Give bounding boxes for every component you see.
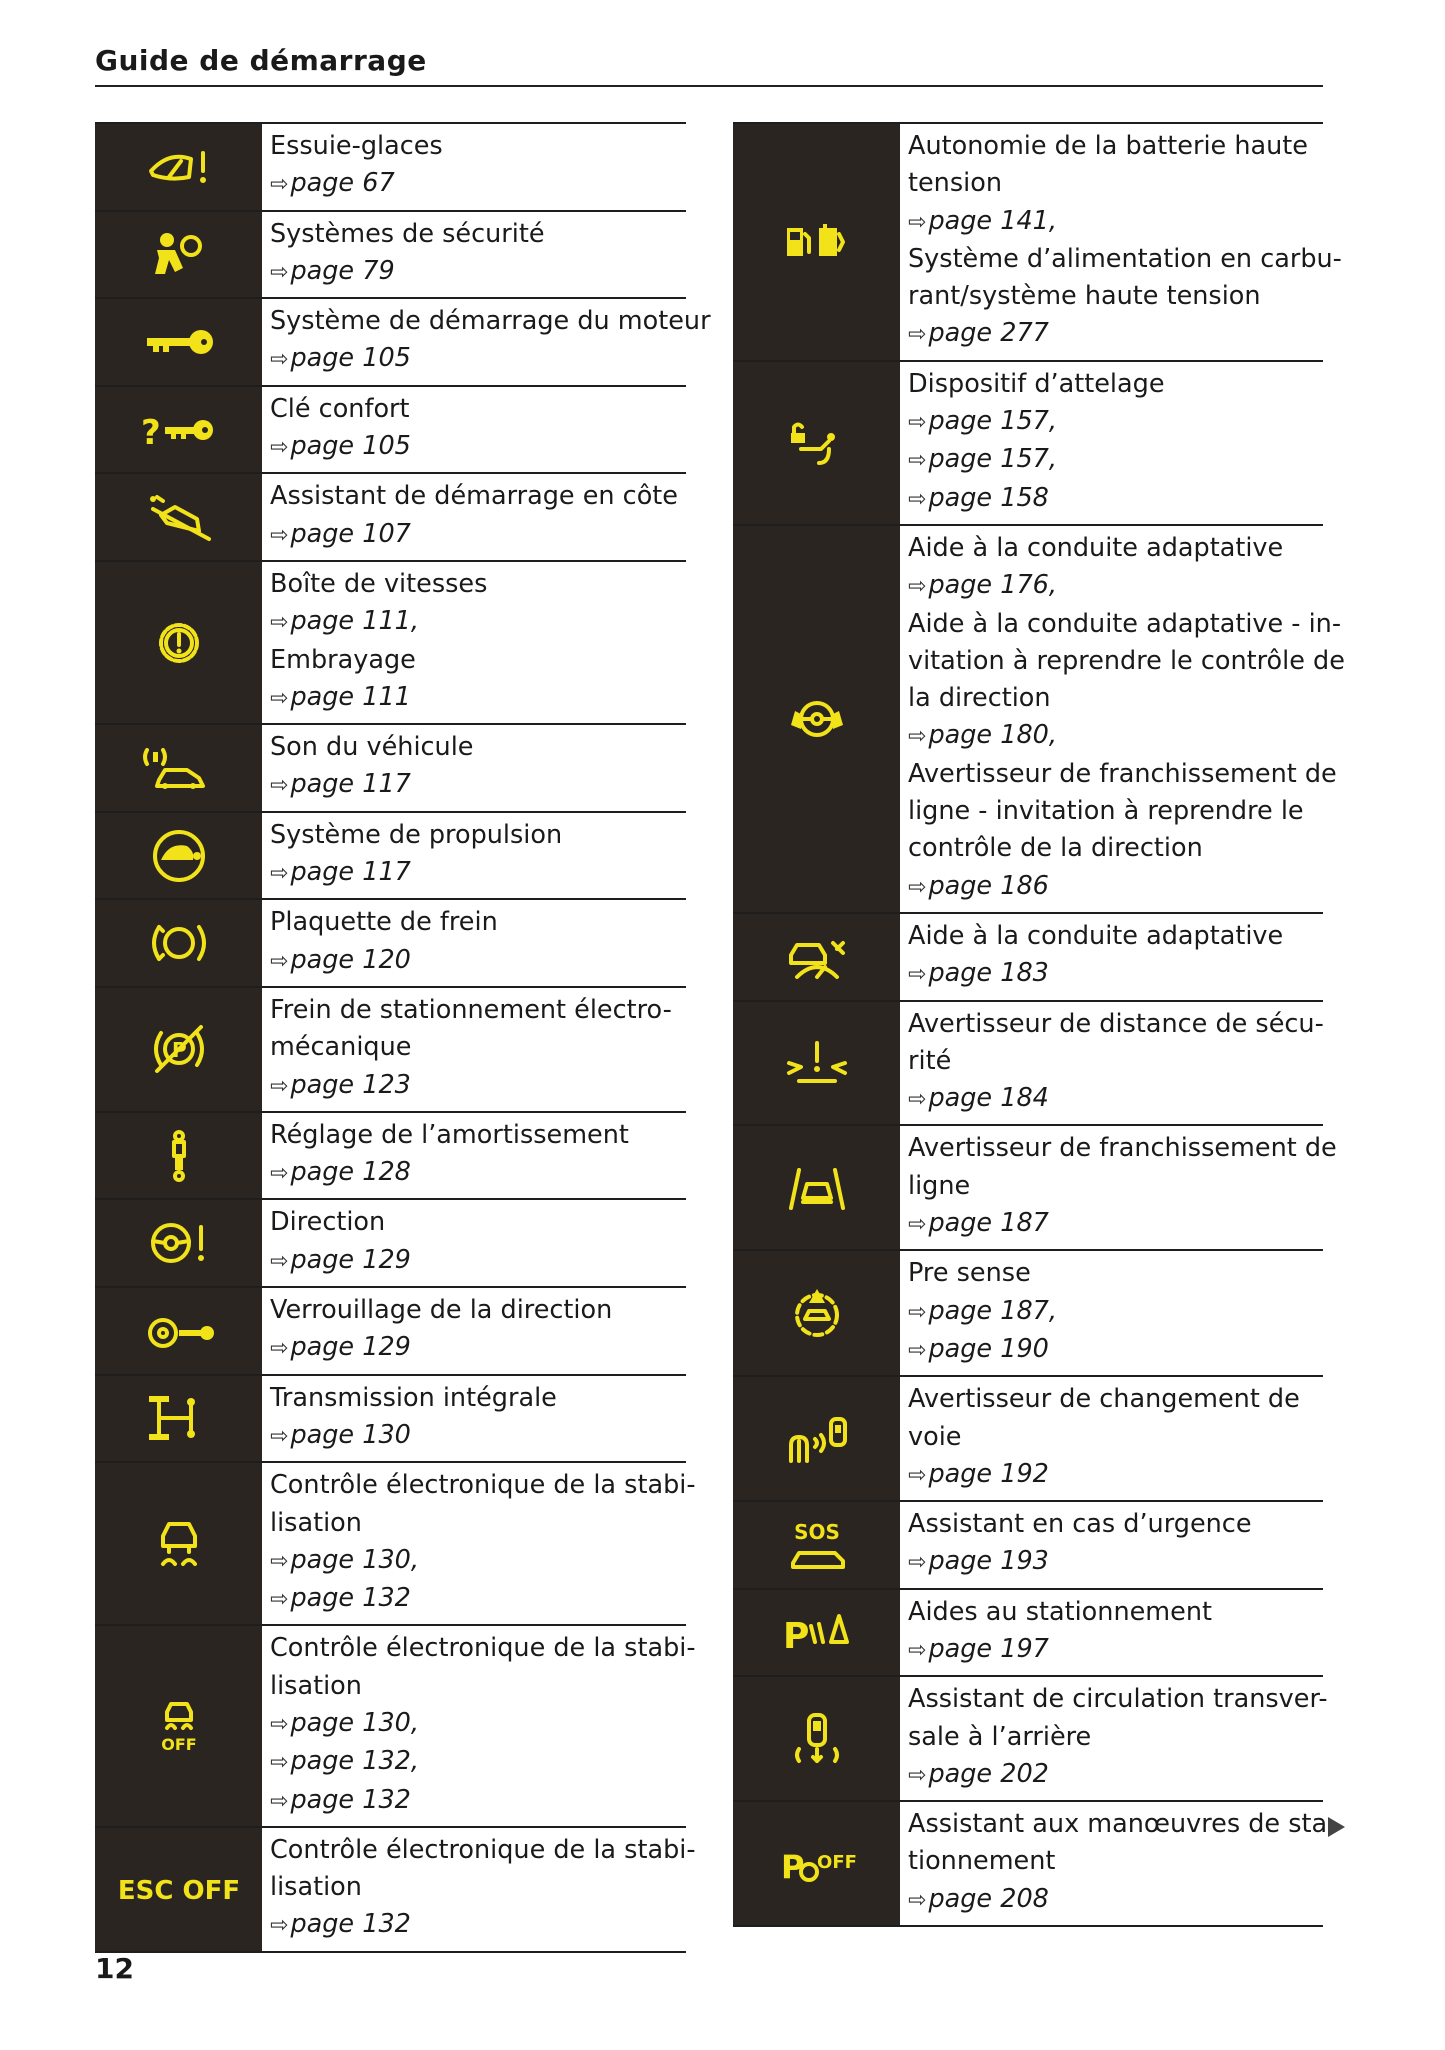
table-row <box>95 385 686 473</box>
pre-sense-icon <box>733 1251 900 1375</box>
page-ref-text: page 67 <box>290 168 395 199</box>
page-ref-text: page 187 <box>928 1208 1049 1239</box>
table-row <box>95 560 686 723</box>
arrow-right-icon: ⇨ <box>908 1337 927 1363</box>
page-reference-link[interactable] <box>270 766 686 804</box>
parking-brake-icon <box>95 988 262 1111</box>
entry-text <box>262 1626 696 1825</box>
arrow-right-icon: ⇨ <box>270 522 289 548</box>
entry-text <box>262 988 686 1111</box>
entry-title: Assistant aux manœuvres de sta- <box>908 1809 1337 1840</box>
tow-hitch-icon <box>733 362 900 524</box>
arrow-right-icon: ⇨ <box>270 1913 289 1939</box>
entry-title: Frein de stationnement électro- <box>270 994 672 1025</box>
entry-title: tension <box>908 168 1002 199</box>
table-row <box>95 1624 696 1825</box>
page-reference-link[interactable] <box>270 603 686 641</box>
page-ref-text: page 157, <box>928 406 1058 437</box>
page-ref-text: page 157, <box>928 444 1058 475</box>
table-row <box>733 360 1323 524</box>
entry-title: Verrouillage de la direction <box>270 1295 613 1326</box>
arrow-right-icon: ⇨ <box>908 448 927 474</box>
parking-aid-icon <box>733 1590 900 1676</box>
page-ref-text: page 183 <box>928 958 1049 989</box>
page-reference-link[interactable] <box>270 1906 696 1944</box>
page-ref-text: page 192 <box>928 1458 1049 1489</box>
entry-title: Systèmes de sécurité <box>270 218 545 249</box>
arrow-right-icon: ⇨ <box>908 574 927 600</box>
table-row <box>95 1461 696 1624</box>
entry-title: Avertisseur de franchissement de <box>908 1133 1337 1164</box>
esc-off-text-icon <box>95 1828 262 1951</box>
page-reference-link[interactable] <box>908 1080 1324 1118</box>
entry-subtitle: Embrayage <box>270 644 416 675</box>
entry-text <box>262 1288 686 1374</box>
table-row <box>95 1198 686 1286</box>
entry-text <box>900 1802 1336 1925</box>
page-reference-link[interactable] <box>908 1631 1323 1669</box>
brake-pad-icon <box>95 900 262 986</box>
entry-title: Contrôle électronique de la stabi- <box>270 1633 696 1664</box>
park-assist-off-icon <box>733 1802 900 1925</box>
page-ref-text: page 129 <box>290 1244 411 1275</box>
page-reference-link[interactable] <box>908 567 1345 605</box>
page-ref-text: page 128 <box>290 1157 411 1188</box>
table-row <box>733 1124 1337 1249</box>
page-reference-link[interactable] <box>908 441 1323 479</box>
page-reference-link[interactable] <box>270 1329 686 1367</box>
svg-text:OFF: OFF <box>160 1735 197 1755</box>
arrow-right-icon: ⇨ <box>908 1299 927 1325</box>
entry-text <box>262 1828 696 1951</box>
svg-text:OFF: OFF <box>816 1851 857 1873</box>
distance-warning-icon <box>733 1002 900 1125</box>
arrow-right-icon: ⇨ <box>908 1762 927 1788</box>
arrow-right-icon: ⇨ <box>270 172 289 198</box>
page-reference-link[interactable] <box>270 1542 696 1580</box>
arrow-right-icon: ⇨ <box>270 1248 289 1274</box>
lane-departure-icon <box>733 1126 900 1249</box>
page-ref-text: page 132 <box>290 1784 411 1815</box>
page-ref-text: page 277 <box>928 318 1049 349</box>
page-ref-text: page 130, <box>290 1707 420 1738</box>
steering-hands-icon <box>733 526 900 912</box>
sos-icon <box>733 1502 900 1588</box>
entry-subtitle: Avertisseur de franchissement de <box>908 758 1337 789</box>
entry-title: Essuie-glaces <box>270 131 443 161</box>
entry-title: sale à l’arrière <box>908 1721 1092 1752</box>
table-row <box>733 1000 1323 1125</box>
entry-title: Avertisseur de distance de sécu- <box>908 1008 1324 1039</box>
page-reference-link[interactable] <box>908 1331 1323 1369</box>
arrow-right-icon: ⇨ <box>270 1587 289 1613</box>
arrow-right-icon: ⇨ <box>908 322 927 348</box>
page-reference-link[interactable] <box>270 428 686 466</box>
entry-title: lisation <box>270 1670 362 1701</box>
entry-title: Clé confort <box>270 393 410 424</box>
entry-title: rité <box>908 1045 952 1076</box>
page-ref-text: page 117 <box>290 857 411 888</box>
page-reference-link[interactable] <box>270 253 686 291</box>
arrow-right-icon: ⇨ <box>908 1212 927 1238</box>
arrow-right-icon: ⇨ <box>908 1637 927 1663</box>
entry-title: tionnement <box>908 1846 1056 1877</box>
arrow-right-icon: ⇨ <box>270 1161 289 1187</box>
svg-text:P: P <box>782 1616 809 1658</box>
steering-warning-icon <box>95 1200 262 1286</box>
awd-icon <box>95 1376 262 1462</box>
entry-text <box>262 124 686 210</box>
page-ref-text: page 130 <box>290 1419 411 1450</box>
entry-subtitle: rant/système haute tension <box>908 281 1261 312</box>
page-reference-link[interactable] <box>908 1205 1337 1243</box>
page-reference-link[interactable] <box>908 203 1342 241</box>
table-row <box>733 1800 1337 1927</box>
page-reference-link[interactable] <box>270 1154 686 1192</box>
page-reference-link[interactable] <box>908 868 1345 906</box>
entry-title: Autonomie de la batterie haute <box>908 131 1308 161</box>
entry-title: Réglage de l’amortissement <box>270 1119 629 1150</box>
arrow-right-icon: ⇨ <box>270 1423 289 1449</box>
page-reference-link[interactable] <box>270 679 686 717</box>
entry-text <box>262 474 686 560</box>
svg-text:P: P <box>171 1038 187 1063</box>
page-ref-text: page 208 <box>928 1883 1049 1914</box>
arrow-right-icon: ⇨ <box>270 1711 289 1737</box>
page-reference-link[interactable] <box>908 1881 1336 1919</box>
entry-title: Contrôle électronique de la stabi- <box>270 1470 696 1501</box>
entry-title: Assistant de circulation transver- <box>908 1684 1328 1715</box>
entry-subtitle: vitation à reprendre le contrôle de <box>908 645 1345 676</box>
arrow-right-icon: ⇨ <box>908 1887 927 1913</box>
page-ref-text: page 184 <box>928 1083 1049 1114</box>
page-ref-text: page 190 <box>928 1333 1049 1364</box>
entry-text <box>900 526 1345 912</box>
page-number: 12 <box>95 1952 134 1985</box>
vehicle-sound-icon <box>95 725 262 811</box>
entry-text <box>900 1677 1328 1800</box>
page-reference-link[interactable] <box>270 340 711 378</box>
page-ref-text: page 132 <box>290 1583 411 1614</box>
entry-title: Système de démarrage du moteur <box>270 306 711 337</box>
page-ref-text: page 176, <box>928 570 1058 601</box>
esc-off-icon <box>95 1626 262 1825</box>
arrow-right-icon: ⇨ <box>270 1750 289 1776</box>
entry-text <box>262 1113 686 1199</box>
lane-change-icon <box>733 1377 900 1500</box>
airbag-icon <box>95 212 262 298</box>
entry-text <box>900 124 1342 360</box>
entry-text <box>262 1376 686 1462</box>
adaptive-cruise-icon <box>733 914 900 1000</box>
rear-cross-traffic-icon <box>733 1677 900 1800</box>
page-reference-link[interactable] <box>270 165 686 203</box>
page-reference-link[interactable] <box>270 1743 696 1781</box>
page-ref-text: page 79 <box>290 255 395 286</box>
arrow-right-icon: ⇨ <box>270 685 289 711</box>
page-reference-link[interactable] <box>908 955 1323 993</box>
arrow-right-icon: ⇨ <box>270 259 289 285</box>
arrow-right-icon: ⇨ <box>270 610 289 636</box>
arrow-right-icon: ⇨ <box>908 410 927 436</box>
svg-text:ESC OFF: ESC OFF <box>117 1876 240 1907</box>
esc-icon <box>95 1463 262 1624</box>
entry-text <box>900 1251 1323 1375</box>
entry-text <box>262 1200 686 1286</box>
steering-lock-icon <box>95 1288 262 1374</box>
entry-title: Son du véhicule <box>270 732 474 763</box>
entry-title: Assistant en cas d’urgence <box>908 1509 1252 1540</box>
table-row <box>95 811 686 899</box>
key-icon <box>95 299 262 385</box>
entry-text <box>900 1590 1323 1676</box>
page-ref-text: page 180, <box>928 720 1058 751</box>
page-reference-link[interactable] <box>270 1705 696 1743</box>
page-reference-link[interactable] <box>270 854 686 892</box>
page-reference-link[interactable] <box>908 1293 1323 1331</box>
arrow-right-icon: ⇨ <box>908 486 927 512</box>
page-reference-link[interactable] <box>908 315 1342 353</box>
wiper-warning-icon <box>95 124 262 210</box>
entry-title: lisation <box>270 1507 362 1538</box>
entry-subtitle: la direction <box>908 683 1051 714</box>
page-ref-text: page 129 <box>290 1332 411 1363</box>
entry-title: Avertisseur de changement de <box>908 1384 1300 1415</box>
table-row <box>95 122 686 210</box>
page-ref-text: page 187, <box>928 1295 1058 1326</box>
gear-warning-icon <box>95 562 262 723</box>
entry-subtitle: contrôle de la direction <box>908 833 1203 864</box>
page-reference-link[interactable] <box>270 1242 686 1280</box>
header-divider <box>95 85 1323 87</box>
page-reference-link[interactable] <box>270 1580 696 1618</box>
page-ref-text: page 141, <box>928 205 1058 236</box>
page-ref-text: page 193 <box>928 1546 1049 1577</box>
entry-title: Système de propulsion <box>270 819 563 850</box>
entry-title: voie <box>908 1421 962 1452</box>
entry-text <box>262 900 686 986</box>
table-row <box>733 1249 1323 1375</box>
table-row <box>95 472 686 560</box>
entry-title: Plaquette de frein <box>270 907 498 938</box>
page-ref-text: page 107 <box>290 518 411 549</box>
page-reference-link[interactable] <box>270 1782 696 1820</box>
entry-title: mécanique <box>270 1032 412 1063</box>
page-reference-link[interactable] <box>908 1756 1328 1794</box>
arrow-right-icon: ⇨ <box>908 962 927 988</box>
left-column <box>95 122 711 1953</box>
entry-title: lisation <box>270 1872 362 1903</box>
entry-text <box>262 299 711 385</box>
entry-title: ligne <box>908 1170 971 1201</box>
entry-text <box>900 1502 1323 1588</box>
page-ref-text: page 132 <box>290 1909 411 1940</box>
table-row <box>95 210 686 298</box>
page-ref-text: page 186 <box>928 870 1049 901</box>
arrow-right-icon: ⇨ <box>270 347 289 373</box>
page-ref-text: page 105 <box>290 343 411 374</box>
arrow-right-icon: ⇨ <box>270 1073 289 1099</box>
page-ref-text: page 117 <box>290 769 411 800</box>
arrow-right-icon: ⇨ <box>270 861 289 887</box>
page-reference-link[interactable] <box>908 717 1345 755</box>
page-reference-link[interactable] <box>908 403 1323 441</box>
page-reference-link[interactable] <box>270 1067 686 1105</box>
entry-text <box>262 212 686 298</box>
arrow-right-icon: ⇨ <box>908 1550 927 1576</box>
table-row <box>95 898 686 986</box>
next-page-arrow-icon <box>1328 1817 1345 1837</box>
entry-title: Aides au stationnement <box>908 1596 1212 1627</box>
table-row <box>733 1588 1323 1676</box>
arrow-right-icon: ⇨ <box>270 1788 289 1814</box>
table-row <box>95 723 686 811</box>
entry-text <box>262 387 686 473</box>
arrow-right-icon: ⇨ <box>270 773 289 799</box>
table-row <box>733 1675 1328 1800</box>
entry-title: Dispositif d’attelage <box>908 368 1165 399</box>
arrow-right-icon: ⇨ <box>908 1087 927 1113</box>
fuel-battery-icon <box>733 124 900 360</box>
entry-title: Contrôle électronique de la stabi- <box>270 1834 696 1865</box>
page-reference-link[interactable] <box>908 480 1323 518</box>
page-ref-text: page 130, <box>290 1544 420 1575</box>
svg-text:P: P <box>780 1847 804 1886</box>
page-reference-link[interactable] <box>270 516 686 554</box>
entry-text <box>262 725 686 811</box>
page-reference-link[interactable] <box>908 1456 1323 1494</box>
entry-title: Pre sense <box>908 1258 1031 1289</box>
arrow-right-icon: ⇨ <box>908 1462 927 1488</box>
table-row <box>733 912 1323 1000</box>
table-row <box>95 1826 696 1953</box>
entry-title: Direction <box>270 1207 386 1238</box>
entry-text <box>262 813 686 899</box>
shock-absorber-icon <box>95 1113 262 1199</box>
table-row <box>733 1500 1323 1588</box>
table-row <box>95 1286 686 1374</box>
arrow-right-icon: ⇨ <box>908 209 927 235</box>
entry-title: Aide à la conduite adaptative <box>908 532 1284 563</box>
entry-text <box>900 914 1323 1000</box>
page-reference-link[interactable] <box>270 1417 686 1455</box>
right-column <box>733 122 1345 1927</box>
table-row <box>95 1374 686 1462</box>
page-ref-text: page 105 <box>290 431 411 462</box>
arrow-right-icon: ⇨ <box>270 1548 289 1574</box>
table-row <box>95 1111 686 1199</box>
entry-text <box>262 1463 696 1624</box>
arrow-right-icon: ⇨ <box>270 1336 289 1362</box>
page-reference-link[interactable] <box>908 1543 1323 1581</box>
page-ref-text: page 197 <box>928 1633 1049 1664</box>
entry-text <box>900 1126 1337 1249</box>
page-ref-text: page 158 <box>928 482 1049 513</box>
turtle-icon <box>95 813 262 899</box>
page-ref-text: page 123 <box>290 1069 411 1100</box>
table-row <box>95 986 686 1111</box>
hill-start-icon <box>95 474 262 560</box>
page-ref-text: page 111 <box>290 681 411 712</box>
page-reference-link[interactable] <box>270 942 686 980</box>
page-ref-text: page 111, <box>290 606 420 637</box>
entry-title: Aide à la conduite adaptative <box>908 920 1284 951</box>
entry-title: Boîte de vitesses <box>270 568 488 599</box>
svg-text:?: ? <box>140 412 161 453</box>
svg-text:SOS: SOS <box>793 1519 840 1544</box>
page-ref-text: page 120 <box>290 944 411 975</box>
entry-text <box>900 362 1323 524</box>
page-ref-text: page 202 <box>928 1758 1049 1789</box>
arrow-right-icon: ⇨ <box>270 435 289 461</box>
table-row <box>733 524 1345 912</box>
page-ref-text: page 132, <box>290 1746 420 1777</box>
key-question-icon <box>95 387 262 473</box>
entry-subtitle: Système d’alimentation en carbu- <box>908 243 1342 274</box>
entry-text <box>900 1002 1324 1125</box>
arrow-right-icon: ⇨ <box>908 724 927 750</box>
arrow-right-icon: ⇨ <box>270 948 289 974</box>
arrow-right-icon: ⇨ <box>908 874 927 900</box>
entry-subtitle: ligne - invitation à reprendre le <box>908 796 1304 827</box>
entry-text <box>900 1377 1323 1500</box>
table-row <box>95 297 711 385</box>
entry-title: Assistant de démarrage en côte <box>270 481 678 512</box>
entry-text <box>262 562 686 723</box>
table-row <box>733 1375 1323 1500</box>
entry-title: Transmission intégrale <box>270 1382 557 1413</box>
table-row <box>733 122 1342 360</box>
entry-subtitle: Aide à la conduite adaptative - in- <box>908 608 1342 639</box>
page-title: Guide de démarrage <box>95 44 427 77</box>
